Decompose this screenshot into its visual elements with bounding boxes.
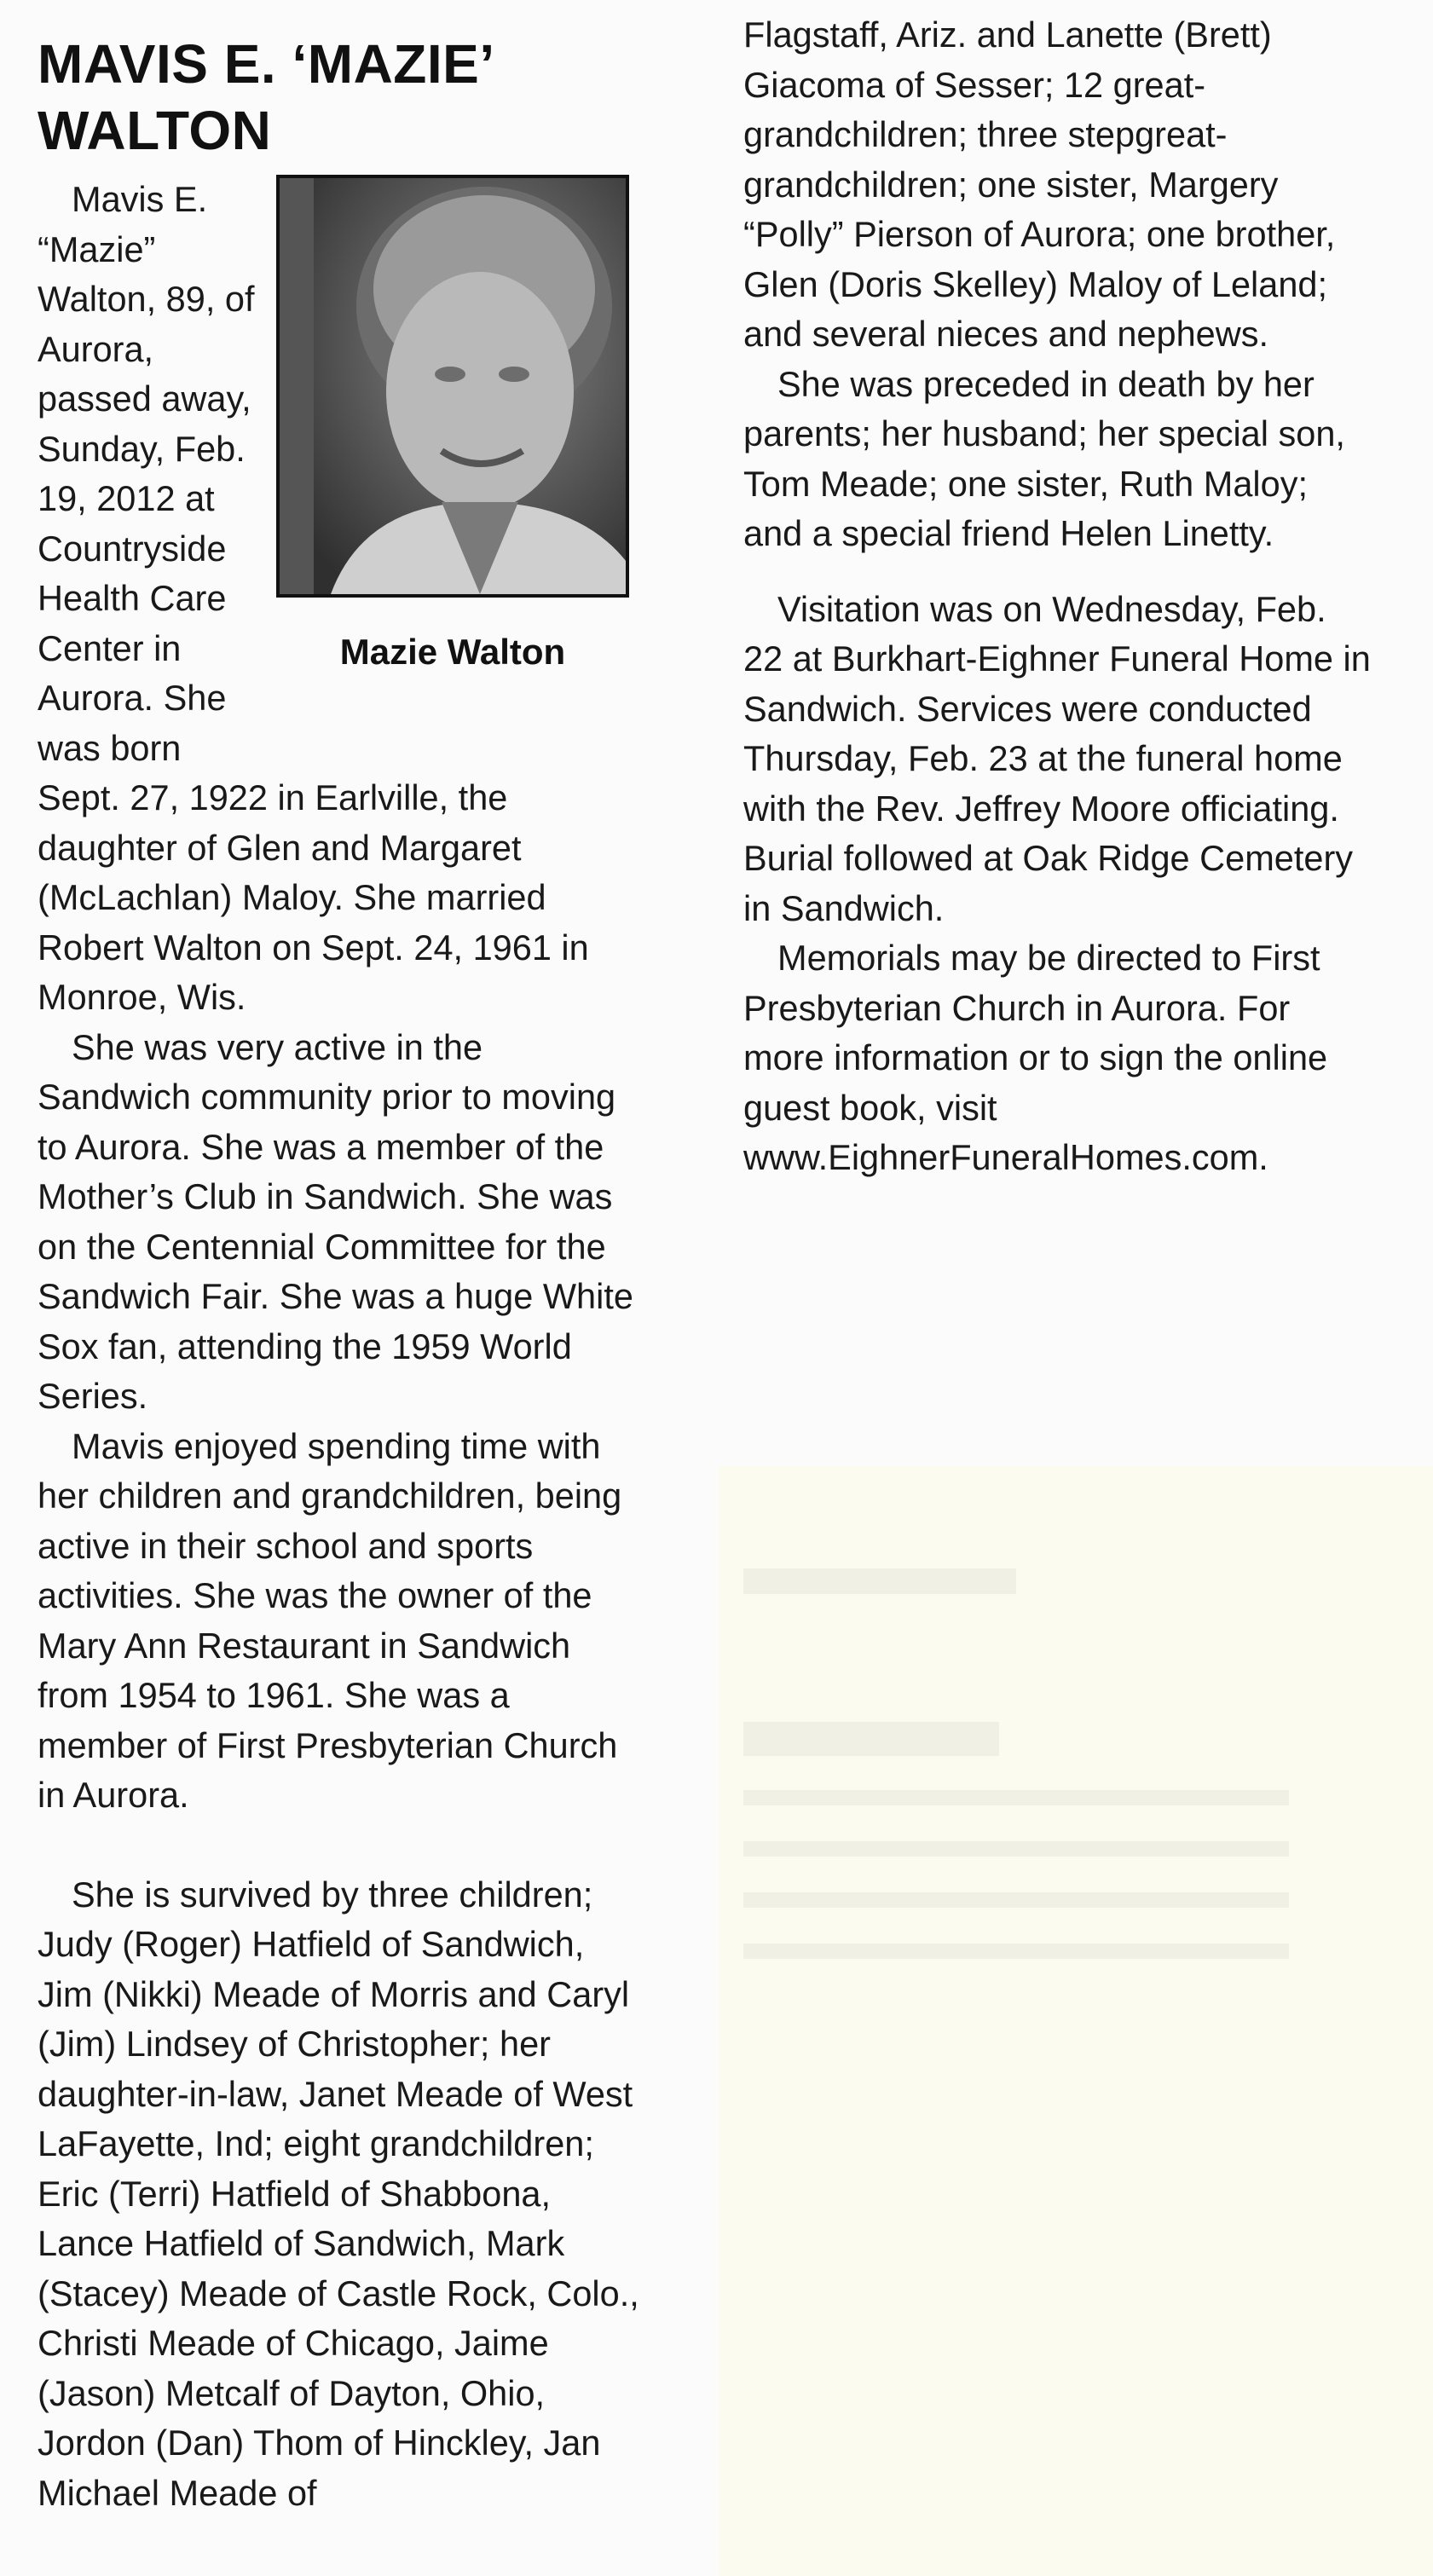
paragraph-intro: [38, 175, 643, 1023]
paragraph-memorials: Memorials may be directed to First Presbyterian Church in Aurora. For more information or to sign the online guest book, visit www.EighnerFuneralHomes.com.: [743, 938, 1328, 1177]
paragraph-family-activities: Mavis enjoyed spending time with her children and grandchildren, being active in their school and sports activities. She was the owner of the Mary Ann Restaurant in Sandwich from 1954 to 1961. She was a member of First Presbyterian Church in Aurora.: [38, 1425, 622, 1815]
paragraph-community: She was very active in the Sandwich community prior to moving to Aurora. She was a member of the Mother’s Club in Sandwich. She was on the Centennial Committee for the Sandwich Fair. She was a huge White Sox fan, attending the 1959 World Series.: [38, 1026, 633, 1416]
photo-caption: Mazie Walton: [339, 632, 566, 672]
adjacent-clipping: [718, 1466, 1433, 2576]
faded-text-line: [743, 1892, 1289, 1908]
photo-block: [276, 175, 643, 729]
faded-text-line: [743, 1790, 1289, 1805]
paragraph-survivors-continued: Flagstaff, Ariz. and Lanette (Brett) Giacoma of Sesser; 12 great-grandchildren; three stepgreat-grandchildren; one sister, Margery “Polly” Pierson of Aurora; one brother, Glen (Doris Skelley) Maloy of Leland; and several nieces and nephews.: [743, 14, 1336, 354]
faded-text-line: [743, 1841, 1289, 1857]
paragraph-preceded: She was preceded in death by her parents; her husband; her special son, Tom Meade; one sister, Ruth Maloy; and a special friend Helen Linetty.: [743, 363, 1345, 553]
text-column-left: [38, 175, 643, 2518]
paragraph-survivors: She is survived by three children; Judy (Roger) Hatfield of Sandwich, Jim (Nikki) Meade of Morris and Caryl (Jim) Lindsey of Christopher; her daughter-in-law, Janet Meade of West LaFayette, Ind; eight grandchildren; Eric (Terri) Hatfield of Shabbona, Lance Hatfield of Sandwich, Mark (Stacey) Meade of Castle Rock, Colo., Christi Meade of Chicago, Jaime (Jason) Metcalf of Dayton, Ohio, Jordon (Dan) Thom of Hinckley, Jan Michael Meade of: [38, 1874, 639, 2513]
obituary-headline: MAVIS E. ‘MAZIE’ WALTON: [38, 33, 493, 161]
portrait-photo: [276, 175, 629, 598]
faded-text-line: [743, 1944, 1289, 1959]
paragraph-services: Visitation was on Wednesday, Feb. 22 at Burkhart-Eighner Funeral Home in Sandwich. Services were conducted Thursday, Feb. 23 at the funeral home with the Rev. Jeffrey Moore officiating. Burial followed at Oak Ridge Cemetery in Sandwich.: [743, 588, 1371, 928]
paragraph-intro-text: Mavis E. “Mazie” Walton, 89, of Aurora, passed away, Sunday, Feb. 19, 2012 at Countryside Health Care Center in Aurora. She was born Sept. 27, 1922 in Earlville, the daughter of Glen and Margaret (McLachlan) Maloy. She married Robert Walton on Sept. 24, 1961 in Monroe, Wis.: [38, 179, 589, 1017]
portrait-image: [314, 178, 629, 594]
faded-text-line: [743, 1722, 999, 1756]
faded-text-line: [743, 1568, 1016, 1594]
text-column-right: [743, 10, 1374, 1183]
